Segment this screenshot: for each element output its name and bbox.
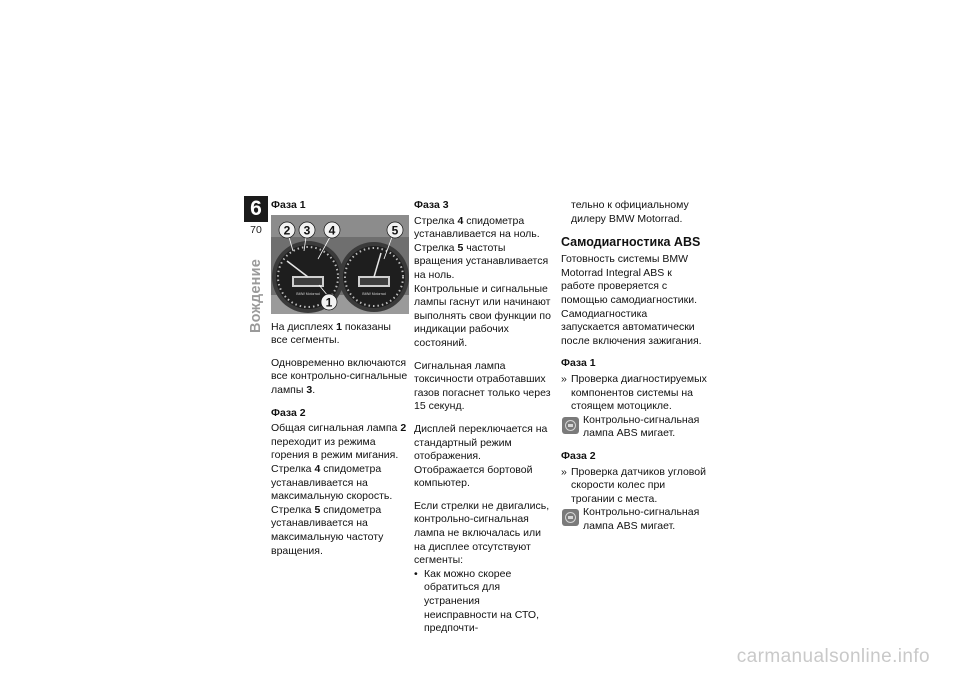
column-2 <box>414 199 554 636</box>
phase2-warning-lamp-text: Общая сигнальная лампа 2 переходит из режима горения в режим мигания. <box>271 422 407 462</box>
abs-phase1-text: Проверка диагностируемых компонентов системы на стоящем мотоцикле. <box>571 372 707 413</box>
svg-text:2: 2 <box>283 223 291 238</box>
phase2-speedo-text: Стрелка 4 спидометра устанавливается на максимальную скорость. <box>271 462 393 503</box>
phase1-heading: Фаза 1 <box>271 199 306 211</box>
display-mode-text: Дисплей переключается на стандартный режим отображения. Отображается бортовой компьютер. <box>414 422 548 490</box>
svg-text:4: 4 <box>328 223 336 238</box>
abs-phase1-lamp-text: Контрольно-сигнальная лампа ABS мигает. <box>583 413 700 440</box>
callout-1 <box>321 294 337 310</box>
phase3-lamps-text: Контрольные и сигнальные лампы гаснут или начинают выполнять свои функции по индикации рабочих состояний. <box>414 282 551 349</box>
svg-text:3: 3 <box>303 223 311 238</box>
step-mark: » <box>561 465 567 478</box>
watermark: carmanualsonline.info <box>736 646 930 667</box>
abs-phase2-lamp-text: Контрольно-сигнальная лампа ABS мигает. <box>583 506 700 532</box>
section-title: Вождение <box>248 258 264 334</box>
phase3-speedo-text: Стрелка 4 спидометра устанавливается на ноль. <box>414 214 540 241</box>
abs-warning-lamp-icon <box>562 417 579 434</box>
abs-phase1-lamp-note <box>561 414 707 441</box>
abs-phase2-text: Проверка датчиков угловой скорости колес при трогании с места. <box>571 465 706 505</box>
abs-phase1-heading: Фаза 1 <box>561 357 596 370</box>
service-bullet <box>414 568 554 636</box>
callout-5 <box>387 222 403 238</box>
bullet-mark: • <box>414 567 418 580</box>
abs-phase2-step <box>561 466 707 507</box>
phase3-heading: Фаза 3 <box>414 199 449 211</box>
fault-condition-text: Если стрелки не двигались, контрольно-сигнальная лампа не включалась или на дисплее отсутствуют сегменты: <box>414 499 550 567</box>
phase2-tacho-text: Стрелка 5 спидометра устанавливается на максимальную частоту вращения. <box>271 503 384 557</box>
callout-3 <box>299 222 315 238</box>
abs-intro-text: Готовность системы BMW Motorrad Integral ABS к работе проверяется с помощью самодиагностики. Самодиагностика запускается автоматически после включения зажигания. <box>561 253 702 347</box>
phase2-heading: Фаза 2 <box>271 406 306 419</box>
abs-selfdiag-heading: Самодиагностика ABS <box>561 235 701 250</box>
emission-lamp-text: Сигнальная лампа токсичности отработавших газов погаснет только через 15 секунд. <box>414 359 551 413</box>
column-1 <box>271 199 409 567</box>
abs-phase2-heading: Фаза 2 <box>561 449 596 462</box>
phase1-displays-text: На дисплеях 1 показаны все сегменты. <box>271 320 391 347</box>
svg-text:5: 5 <box>391 223 399 238</box>
svg-text:BMW Motorrad: BMW Motorrad <box>296 291 320 296</box>
phase3-tacho-text: Стрелка 5 частоты вращения устанавливается на ноль. <box>414 241 549 281</box>
chapter-number: 6 <box>244 196 268 222</box>
service-bullet-continued: тельно к официальному дилеру BMW Motorrad. <box>571 199 689 225</box>
callout-2 <box>279 222 295 238</box>
abs-phase1-step <box>561 373 707 414</box>
callout-4 <box>324 222 340 238</box>
phase1-lamps-text: Одновременно включаются все контрольно-сигнальные лампы 3. <box>271 356 408 396</box>
step-mark: » <box>561 372 567 385</box>
bullet-text: Как можно скорее обратиться для устранения неисправности на СТО, предпочти- <box>424 567 539 635</box>
tachometer-gauge <box>339 242 409 312</box>
column-3 <box>561 199 707 542</box>
page-number: 70 <box>250 224 262 236</box>
chapter-sidebar <box>244 196 268 346</box>
abs-warning-lamp-icon <box>562 509 579 526</box>
instrument-cluster-illustration <box>271 215 409 314</box>
abs-phase2-lamp-note <box>561 506 707 533</box>
svg-text:1: 1 <box>325 295 333 310</box>
svg-text:BMW Motorrad: BMW Motorrad <box>362 291 386 296</box>
